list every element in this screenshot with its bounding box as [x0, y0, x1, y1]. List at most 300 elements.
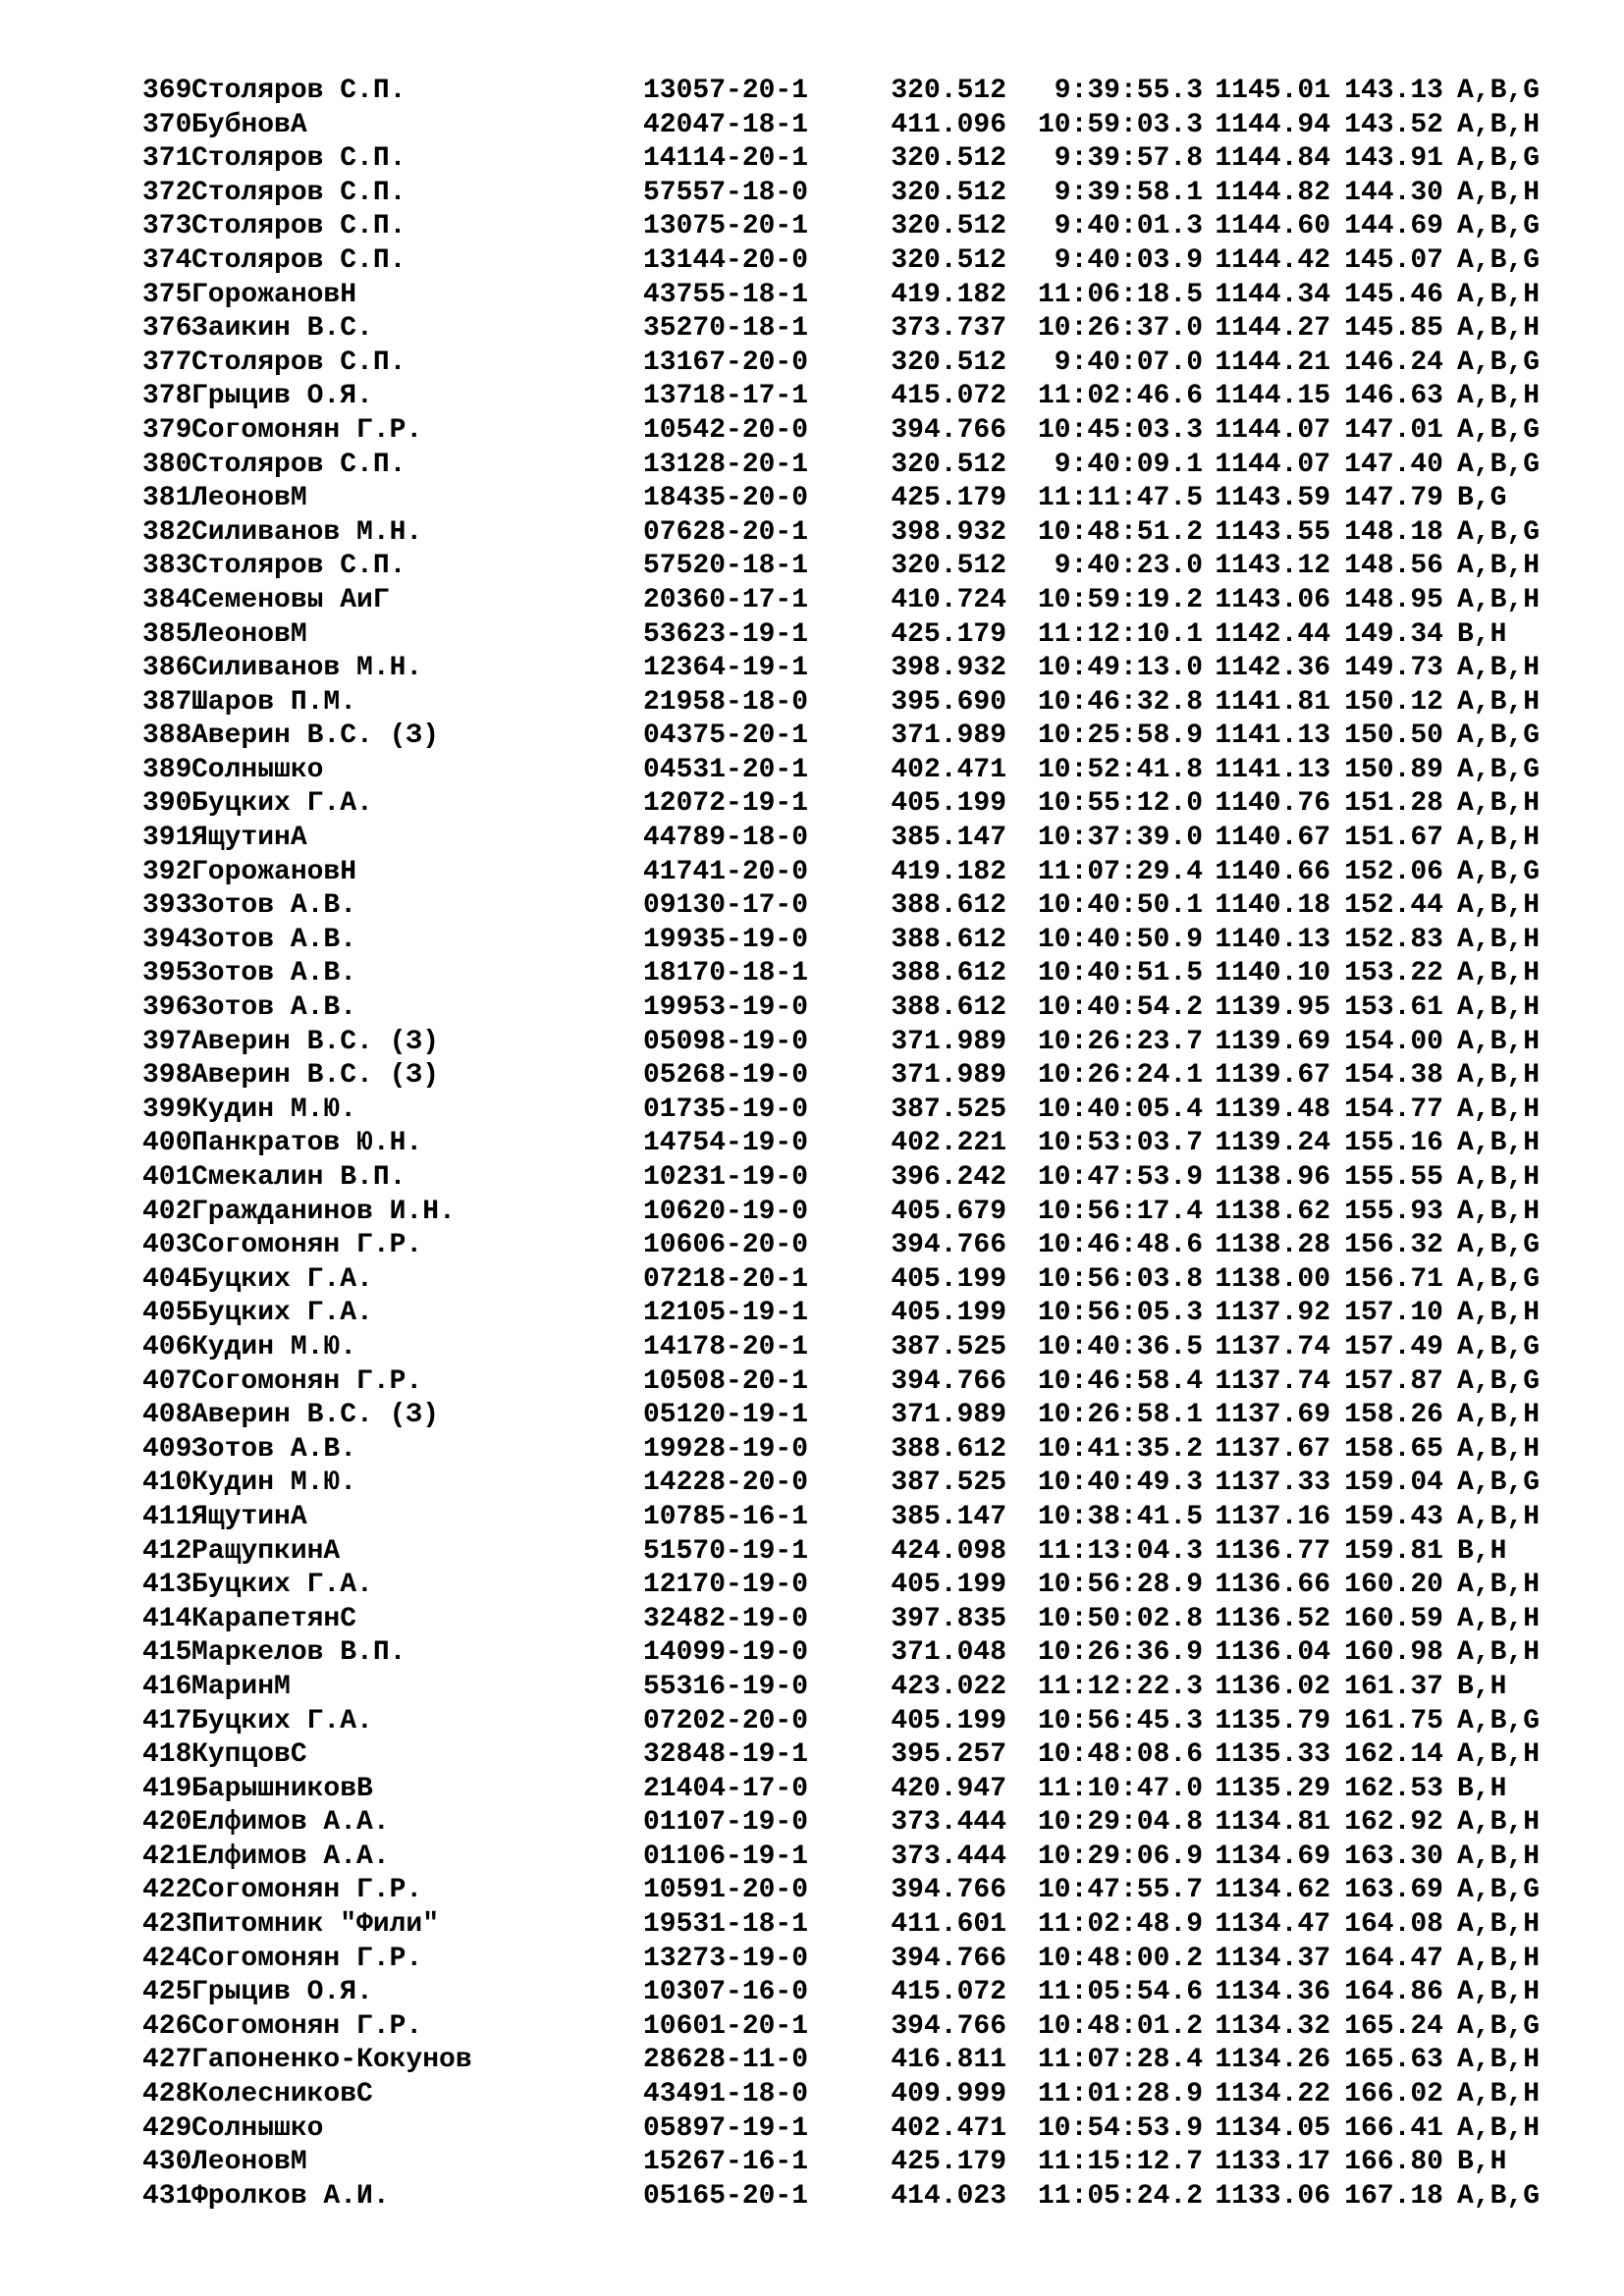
class-codes: A,B,H — [1457, 381, 1541, 412]
table-row — [142, 2112, 1556, 2147]
speed-value: 1144.84 — [1215, 143, 1330, 175]
table-row — [142, 1161, 1556, 1196]
speed-value: 1141.13 — [1215, 721, 1330, 752]
class-codes: A,B,H — [1457, 1637, 1541, 1669]
ring-number: 09130-17-0 — [643, 890, 809, 922]
class-codes: B,G — [1457, 483, 1507, 514]
points-value: 155.16 — [1344, 1128, 1443, 1159]
speed-value: 1134.26 — [1215, 2045, 1330, 2076]
class-codes: A,B,H — [1457, 1739, 1541, 1771]
arrival-time: 10:46:32.8 — [1037, 686, 1203, 718]
class-codes: B,H — [1457, 618, 1507, 650]
class-codes: A,B,G — [1457, 1331, 1541, 1362]
arrival-time: 10:47:53.9 — [1037, 1162, 1203, 1193]
distance-km: 411.096 — [891, 109, 1006, 140]
points-value: 149.34 — [1344, 618, 1443, 650]
place-number: 371 — [142, 143, 192, 175]
arrival-time: 10:56:28.9 — [1037, 1570, 1203, 1601]
ring-number: 10601-20-1 — [643, 2010, 809, 2042]
arrival-time: 10:26:24.1 — [1037, 1060, 1203, 1092]
distance-km: 416.811 — [891, 2045, 1006, 2076]
place-number: 370 — [142, 109, 192, 140]
points-value: 151.67 — [1344, 823, 1443, 854]
distance-km: 405.679 — [891, 1196, 1006, 1227]
class-codes: A,B,G — [1457, 1875, 1541, 1906]
class-codes: A,B,H — [1457, 1128, 1541, 1159]
place-number: 417 — [142, 1705, 192, 1736]
speed-value: 1134.47 — [1215, 1909, 1330, 1941]
ring-number: 19531-18-1 — [643, 1909, 809, 1941]
place-number: 369 — [142, 76, 192, 106]
fancier-name: БубновА — [191, 109, 307, 140]
speed-value: 1133.17 — [1215, 2147, 1330, 2178]
class-codes: A,B,H — [1457, 1433, 1541, 1465]
fancier-name: Буцких Г.А. — [191, 1705, 373, 1736]
class-codes: A,B,H — [1457, 1977, 1541, 2008]
arrival-time: 10:45:03.3 — [1037, 414, 1203, 446]
points-value: 146.24 — [1344, 347, 1443, 378]
class-codes: A,B,H — [1457, 1807, 1541, 1839]
ring-number: 10231-19-0 — [643, 1162, 809, 1193]
points-value: 153.22 — [1344, 958, 1443, 989]
speed-value: 1143.12 — [1215, 551, 1330, 582]
speed-value: 1134.36 — [1215, 1977, 1330, 2008]
points-value: 144.69 — [1344, 211, 1443, 242]
fancier-name: Аверин В.С. (З) — [191, 1060, 440, 1092]
fancier-name: Столяров С.П. — [191, 76, 406, 106]
points-value: 161.37 — [1344, 1671, 1443, 1702]
arrival-time: 10:46:58.4 — [1037, 1365, 1203, 1397]
class-codes: A,B,H — [1457, 1603, 1541, 1634]
ring-number: 12364-19-1 — [643, 653, 809, 684]
points-value: 148.56 — [1344, 551, 1443, 582]
points-value: 166.80 — [1344, 2147, 1443, 2178]
table-row — [142, 1908, 1556, 1943]
arrival-time: 11:05:54.6 — [1037, 1977, 1203, 2008]
arrival-time: 11:01:28.9 — [1037, 2079, 1203, 2110]
points-value: 157.10 — [1344, 1298, 1443, 1329]
distance-km: 371.989 — [891, 721, 1006, 752]
points-value: 148.95 — [1344, 584, 1443, 615]
ring-number: 55316-19-0 — [643, 1671, 809, 1702]
class-codes: A,B,G — [1457, 1468, 1541, 1499]
fancier-name: Столяров С.П. — [191, 143, 406, 175]
table-row — [142, 1229, 1556, 1263]
distance-km: 320.512 — [891, 449, 1006, 480]
arrival-time: 10:54:53.9 — [1037, 2112, 1203, 2144]
distance-km: 425.179 — [891, 618, 1006, 650]
class-codes: A,B,H — [1457, 1841, 1541, 1872]
ring-number: 13144-20-0 — [643, 244, 809, 276]
place-number: 397 — [142, 1026, 192, 1057]
speed-value: 1137.74 — [1215, 1331, 1330, 1362]
distance-km: 398.932 — [891, 653, 1006, 684]
place-number: 373 — [142, 211, 192, 242]
table-row — [142, 1433, 1556, 1468]
speed-value: 1144.07 — [1215, 414, 1330, 446]
table-row — [142, 2044, 1556, 2078]
arrival-time: 10:40:51.5 — [1037, 958, 1203, 989]
distance-km: 410.724 — [891, 584, 1006, 615]
fancier-name: Буцких Г.А. — [191, 1570, 373, 1601]
fancier-name: Столяров С.П. — [191, 551, 406, 582]
class-codes: A,B,G — [1457, 754, 1541, 785]
fancier-name: Согомонян Г.Р. — [191, 1943, 423, 1974]
distance-km: 320.512 — [891, 347, 1006, 378]
distance-km: 425.179 — [891, 483, 1006, 514]
place-number: 386 — [142, 653, 192, 684]
distance-km: 371.989 — [891, 1400, 1006, 1431]
class-codes: A,B,H — [1457, 1026, 1541, 1057]
ring-number: 13128-20-1 — [643, 449, 809, 480]
ring-number: 14178-20-1 — [643, 1331, 809, 1362]
arrival-time: 10:59:03.3 — [1037, 109, 1203, 140]
speed-value: 1133.06 — [1215, 2180, 1330, 2212]
class-codes: A,B,G — [1457, 1365, 1541, 1397]
fancier-name: Силиванов М.Н. — [191, 516, 423, 548]
fancier-name: Аверин В.С. (З) — [191, 1026, 440, 1057]
distance-km: 394.766 — [891, 1875, 1006, 1906]
distance-km: 409.999 — [891, 2079, 1006, 2110]
ring-number: 42047-18-1 — [643, 109, 809, 140]
table-row — [142, 347, 1556, 381]
points-value: 154.77 — [1344, 1094, 1443, 1125]
class-codes: A,B,H — [1457, 1570, 1541, 1601]
place-number: 422 — [142, 1875, 192, 1906]
fancier-name: Буцких Г.А. — [191, 1263, 373, 1295]
speed-value: 1141.81 — [1215, 686, 1330, 718]
ring-number: 43491-18-0 — [643, 2079, 809, 2110]
speed-value: 1140.67 — [1215, 823, 1330, 854]
arrival-time: 11:02:48.9 — [1037, 1909, 1203, 1941]
class-codes: A,B,G — [1457, 2010, 1541, 2042]
fancier-name: Буцких Г.А. — [191, 788, 373, 820]
table-row — [142, 2078, 1556, 2112]
speed-value: 1144.34 — [1215, 279, 1330, 310]
ring-number: 01735-19-0 — [643, 1094, 809, 1125]
place-number: 405 — [142, 1298, 192, 1329]
fancier-name: ГорожановН — [191, 279, 357, 310]
arrival-time: 9:40:09.1 — [1054, 449, 1203, 480]
class-codes: A,B,H — [1457, 279, 1541, 310]
ring-number: 10542-20-0 — [643, 414, 809, 446]
fancier-name: Согомонян Г.Р. — [191, 414, 423, 446]
ring-number: 10307-16-0 — [643, 1977, 809, 2008]
ring-number: 05165-20-1 — [643, 2180, 809, 2212]
points-value: 145.85 — [1344, 313, 1443, 345]
fancier-name: Гапоненко-Кокунов — [191, 2045, 472, 2076]
place-number: 424 — [142, 1943, 192, 1974]
arrival-time: 10:56:05.3 — [1037, 1298, 1203, 1329]
class-codes: A,B,G — [1457, 76, 1541, 106]
distance-km: 397.835 — [891, 1603, 1006, 1634]
speed-value: 1134.81 — [1215, 1807, 1330, 1839]
speed-value: 1134.32 — [1215, 2010, 1330, 2042]
speed-value: 1140.10 — [1215, 958, 1330, 989]
arrival-time: 9:40:01.3 — [1054, 211, 1203, 242]
distance-km: 414.023 — [891, 2180, 1006, 2212]
arrival-time: 10:56:45.3 — [1037, 1705, 1203, 1736]
class-codes: A,B,H — [1457, 958, 1541, 989]
table-row — [142, 1976, 1556, 2010]
fancier-name: Силиванов М.Н. — [191, 653, 423, 684]
fancier-name: Елфимов А.А. — [191, 1841, 390, 1872]
ring-number: 18435-20-0 — [643, 483, 809, 514]
table-row — [142, 584, 1556, 618]
fancier-name: Кудин М.Ю. — [191, 1331, 357, 1362]
fancier-name: ЛеоновМ — [191, 2147, 307, 2178]
place-number: 403 — [142, 1230, 192, 1261]
fancier-name: Согомонян Г.Р. — [191, 2010, 423, 2042]
points-value: 167.18 — [1344, 2180, 1443, 2212]
points-value: 147.40 — [1344, 449, 1443, 480]
class-codes: A,B,G — [1457, 211, 1541, 242]
points-value: 152.44 — [1344, 890, 1443, 922]
ring-number: 05120-19-1 — [643, 1400, 809, 1431]
table-row — [142, 482, 1556, 516]
points-value: 149.73 — [1344, 653, 1443, 684]
table-row — [142, 991, 1556, 1026]
table-row — [142, 686, 1556, 721]
place-number: 429 — [142, 2112, 192, 2144]
class-codes: A,B,G — [1457, 721, 1541, 752]
fancier-name: Столяров С.П. — [191, 177, 406, 208]
points-value: 156.71 — [1344, 1263, 1443, 1295]
table-row — [142, 1501, 1556, 1535]
distance-km: 320.512 — [891, 76, 1006, 106]
table-row — [142, 1738, 1556, 1773]
fancier-name: Зотов А.В. — [191, 1433, 357, 1465]
class-codes: A,B,G — [1457, 143, 1541, 175]
points-value: 151.28 — [1344, 788, 1443, 820]
ring-number: 10508-20-1 — [643, 1365, 809, 1397]
distance-km: 394.766 — [891, 1230, 1006, 1261]
ring-number: 05268-19-0 — [643, 1060, 809, 1092]
place-number: 380 — [142, 449, 192, 480]
class-codes: B,H — [1457, 1535, 1507, 1567]
speed-value: 1138.96 — [1215, 1162, 1330, 1193]
ring-number: 20360-17-1 — [643, 584, 809, 615]
table-row — [142, 142, 1556, 177]
arrival-time: 10:37:39.0 — [1037, 823, 1203, 854]
table-row — [142, 754, 1556, 788]
arrival-time: 10:26:23.7 — [1037, 1026, 1203, 1057]
points-value: 143.52 — [1344, 109, 1443, 140]
place-number: 387 — [142, 686, 192, 718]
ring-number: 15267-16-1 — [643, 2147, 809, 2178]
distance-km: 405.199 — [891, 1298, 1006, 1329]
points-value: 165.63 — [1344, 2045, 1443, 2076]
arrival-time: 10:59:19.2 — [1037, 584, 1203, 615]
speed-value: 1134.05 — [1215, 2112, 1330, 2144]
arrival-time: 10:48:51.2 — [1037, 516, 1203, 548]
fancier-name: Солнышко — [191, 2112, 324, 2144]
table-row — [142, 1127, 1556, 1161]
speed-value: 1139.67 — [1215, 1060, 1330, 1092]
points-value: 166.41 — [1344, 2112, 1443, 2144]
place-number: 402 — [142, 1196, 192, 1227]
arrival-time: 10:40:05.4 — [1037, 1094, 1203, 1125]
speed-value: 1140.13 — [1215, 924, 1330, 955]
speed-value: 1134.62 — [1215, 1875, 1330, 1906]
place-number: 415 — [142, 1637, 192, 1669]
distance-km: 387.525 — [891, 1468, 1006, 1499]
table-row — [142, 1671, 1556, 1705]
fancier-name: Панкратов Ю.Н. — [191, 1128, 423, 1159]
points-value: 164.47 — [1344, 1943, 1443, 1974]
speed-value: 1144.42 — [1215, 244, 1330, 276]
distance-km: 411.601 — [891, 1909, 1006, 1941]
arrival-time: 11:02:46.6 — [1037, 381, 1203, 412]
arrival-time: 11:11:47.5 — [1037, 483, 1203, 514]
class-codes: A,B,H — [1457, 1943, 1541, 1974]
speed-value: 1136.02 — [1215, 1671, 1330, 1702]
class-codes: A,B,G — [1457, 1705, 1541, 1736]
points-value: 160.98 — [1344, 1637, 1443, 1669]
arrival-time: 10:50:02.8 — [1037, 1603, 1203, 1634]
arrival-time: 10:29:06.9 — [1037, 1841, 1203, 1872]
speed-value: 1144.21 — [1215, 347, 1330, 378]
speed-value: 1139.95 — [1215, 992, 1330, 1024]
arrival-time: 10:56:17.4 — [1037, 1196, 1203, 1227]
class-codes: A,B,G — [1457, 347, 1541, 378]
place-number: 378 — [142, 381, 192, 412]
ring-number: 04531-20-1 — [643, 754, 809, 785]
distance-km: 371.989 — [891, 1026, 1006, 1057]
speed-value: 1137.16 — [1215, 1501, 1330, 1532]
fancier-name: Зотов А.В. — [191, 958, 357, 989]
distance-km: 388.612 — [891, 992, 1006, 1024]
fancier-name: ЛеоновМ — [191, 483, 307, 514]
class-codes: A,B,G — [1457, 414, 1541, 446]
ring-number: 19935-19-0 — [643, 924, 809, 955]
distance-km: 424.098 — [891, 1535, 1006, 1567]
ring-number: 21958-18-0 — [643, 686, 809, 718]
distance-km: 402.221 — [891, 1128, 1006, 1159]
place-number: 431 — [142, 2180, 192, 2212]
arrival-time: 11:07:29.4 — [1037, 856, 1203, 887]
speed-value: 1141.13 — [1215, 754, 1330, 785]
ring-number: 07202-20-0 — [643, 1705, 809, 1736]
points-value: 159.43 — [1344, 1501, 1443, 1532]
ring-number: 04375-20-1 — [643, 721, 809, 752]
place-number: 394 — [142, 924, 192, 955]
fancier-name: Питомник "Фили" — [191, 1909, 440, 1941]
table-row — [142, 1365, 1556, 1400]
table-row — [142, 1535, 1556, 1570]
ring-number: 10606-20-0 — [643, 1230, 809, 1261]
points-value: 152.06 — [1344, 856, 1443, 887]
place-number: 413 — [142, 1570, 192, 1601]
fancier-name: ЯщутинА — [191, 1501, 307, 1532]
place-number: 406 — [142, 1331, 192, 1362]
arrival-time: 11:12:10.1 — [1037, 618, 1203, 650]
arrival-time: 10:55:12.0 — [1037, 788, 1203, 820]
speed-value: 1137.74 — [1215, 1365, 1330, 1397]
arrival-time: 10:25:58.9 — [1037, 721, 1203, 752]
table-row — [142, 1569, 1556, 1603]
class-codes: A,B,H — [1457, 788, 1541, 820]
fancier-name: Грыцив О.Я. — [191, 1977, 373, 2008]
fancier-name: Грыцив О.Я. — [191, 381, 373, 412]
distance-km: 320.512 — [891, 143, 1006, 175]
speed-value: 1136.04 — [1215, 1637, 1330, 1669]
place-number: 411 — [142, 1501, 192, 1532]
speed-value: 1139.69 — [1215, 1026, 1330, 1057]
distance-km: 388.612 — [891, 924, 1006, 955]
fancier-name: Столяров С.П. — [191, 211, 406, 242]
points-value: 165.24 — [1344, 2010, 1443, 2042]
fancier-name: Шаров П.М. — [191, 686, 357, 718]
place-number: 377 — [142, 347, 192, 378]
distance-km: 415.072 — [891, 1977, 1006, 2008]
ring-number: 12105-19-1 — [643, 1298, 809, 1329]
distance-km: 396.242 — [891, 1162, 1006, 1193]
table-row — [142, 924, 1556, 958]
speed-value: 1134.22 — [1215, 2079, 1330, 2110]
fancier-name: Столяров С.П. — [191, 347, 406, 378]
class-codes: A,B,H — [1457, 1501, 1541, 1532]
speed-value: 1138.62 — [1215, 1196, 1330, 1227]
table-row — [142, 1636, 1556, 1671]
table-row — [142, 856, 1556, 890]
fancier-name: Маркелов В.П. — [191, 1637, 406, 1669]
place-number: 389 — [142, 754, 192, 785]
ring-number: 41741-20-0 — [643, 856, 809, 887]
speed-value: 1144.82 — [1215, 177, 1330, 208]
arrival-time: 10:29:04.8 — [1037, 1807, 1203, 1839]
points-value: 155.55 — [1344, 1162, 1443, 1193]
distance-km: 415.072 — [891, 381, 1006, 412]
points-value: 156.32 — [1344, 1230, 1443, 1261]
arrival-time: 11:05:24.2 — [1037, 2180, 1203, 2212]
fancier-name: ЛеоновМ — [191, 618, 307, 650]
points-value: 143.13 — [1344, 76, 1443, 106]
table-row — [142, 1331, 1556, 1365]
points-value: 164.08 — [1344, 1909, 1443, 1941]
ring-number: 14754-19-0 — [643, 1128, 809, 1159]
ring-number: 14228-20-0 — [643, 1468, 809, 1499]
class-codes: A,B,H — [1457, 584, 1541, 615]
distance-km: 387.525 — [891, 1331, 1006, 1362]
ring-number: 14114-20-1 — [643, 143, 809, 175]
speed-value: 1135.29 — [1215, 1773, 1330, 1804]
place-number: 418 — [142, 1739, 192, 1771]
speed-value: 1144.27 — [1215, 313, 1330, 345]
speed-value: 1140.76 — [1215, 788, 1330, 820]
points-value: 159.04 — [1344, 1468, 1443, 1499]
distance-km: 405.199 — [891, 1263, 1006, 1295]
class-codes: A,B,H — [1457, 1400, 1541, 1431]
fancier-name: КолесниковС — [191, 2079, 373, 2110]
arrival-time: 11:12:22.3 — [1037, 1671, 1203, 1702]
class-codes: A,B,H — [1457, 2079, 1541, 2110]
arrival-time: 10:26:37.0 — [1037, 313, 1203, 345]
table-row — [142, 1705, 1556, 1739]
table-row — [142, 75, 1556, 109]
distance-km: 388.612 — [891, 1433, 1006, 1465]
place-number: 404 — [142, 1263, 192, 1295]
speed-value: 1142.44 — [1215, 618, 1330, 650]
place-number: 374 — [142, 244, 192, 276]
distance-km: 320.512 — [891, 211, 1006, 242]
place-number: 414 — [142, 1603, 192, 1634]
ring-number: 18170-18-1 — [643, 958, 809, 989]
place-number: 376 — [142, 313, 192, 345]
distance-km: 402.471 — [891, 754, 1006, 785]
points-value: 144.30 — [1344, 177, 1443, 208]
distance-km: 320.512 — [891, 244, 1006, 276]
